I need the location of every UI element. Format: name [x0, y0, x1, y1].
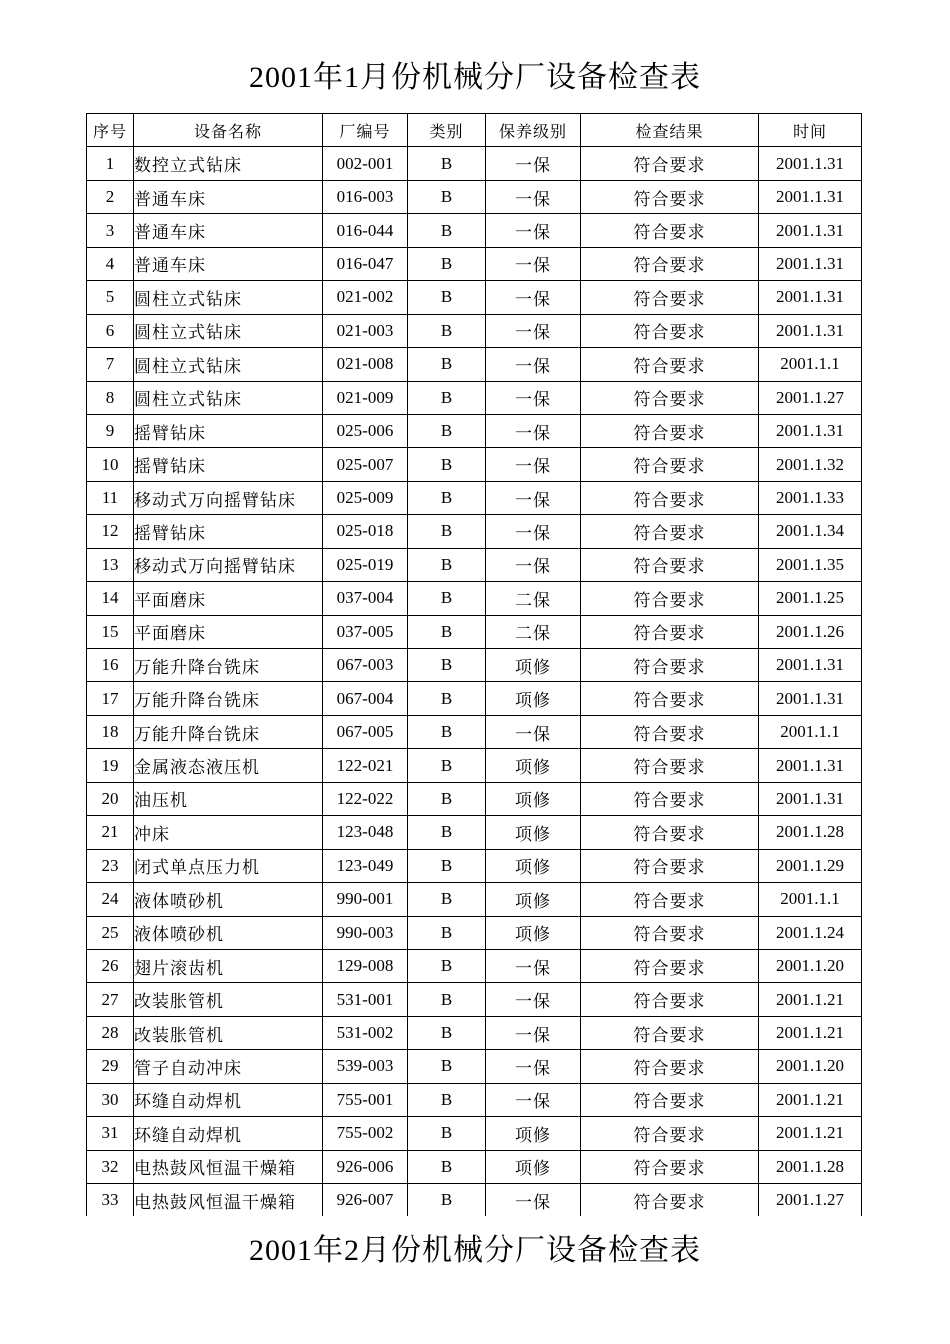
cell-time: 2001.1.31 [759, 214, 862, 247]
cell-time: 2001.1.33 [759, 481, 862, 514]
cell-category: B [408, 414, 486, 447]
cell-maintenance-level: 一保 [486, 1016, 581, 1049]
cell-category: B [408, 749, 486, 782]
cell-inspection-result: 符合要求 [581, 214, 759, 247]
cell-maintenance-level: 项修 [486, 849, 581, 882]
cell-serial-no: 25 [87, 916, 134, 949]
cell-maintenance-level: 项修 [486, 749, 581, 782]
cell-serial-no: 5 [87, 281, 134, 314]
cell-time: 2001.1.31 [759, 281, 862, 314]
cell-equipment-name: 万能升降台铣床 [134, 649, 323, 682]
cell-time: 2001.1.21 [759, 1016, 862, 1049]
cell-factory-no: 021-009 [323, 381, 408, 414]
cell-factory-no: 016-044 [323, 214, 408, 247]
cell-category: B [408, 1184, 486, 1217]
cell-inspection-result: 符合要求 [581, 1117, 759, 1150]
table-row [87, 1050, 862, 1083]
cell-equipment-name: 数控立式钻床 [134, 147, 323, 180]
cell-inspection-result: 符合要求 [581, 949, 759, 982]
cell-category: B [408, 582, 486, 615]
cell-time: 2001.1.28 [759, 816, 862, 849]
cell-time: 2001.1.28 [759, 1150, 862, 1183]
cell-maintenance-level: 一保 [486, 314, 581, 347]
cell-inspection-result: 符合要求 [581, 883, 759, 916]
table-row [87, 147, 862, 180]
cell-time: 2001.1.20 [759, 1050, 862, 1083]
cell-time: 2001.1.31 [759, 180, 862, 213]
cell-equipment-name: 平面磨床 [134, 582, 323, 615]
cell-time: 2001.1.31 [759, 782, 862, 815]
table-row [87, 214, 862, 247]
cell-category: B [408, 782, 486, 815]
table-row [87, 849, 862, 882]
cell-category: B [408, 816, 486, 849]
cell-factory-no: 025-018 [323, 515, 408, 548]
cell-serial-no: 8 [87, 381, 134, 414]
cell-factory-no: 002-001 [323, 147, 408, 180]
cell-inspection-result: 符合要求 [581, 1050, 759, 1083]
table-row [87, 649, 862, 682]
table-row [87, 1150, 862, 1183]
cell-inspection-result: 符合要求 [581, 983, 759, 1016]
cell-category: B [408, 949, 486, 982]
cell-maintenance-level: 一保 [486, 1050, 581, 1083]
cell-serial-no: 13 [87, 548, 134, 581]
cell-factory-no: 990-001 [323, 883, 408, 916]
cell-inspection-result: 符合要求 [581, 348, 759, 381]
cell-serial-no: 12 [87, 515, 134, 548]
cell-inspection-result: 符合要求 [581, 1083, 759, 1116]
cell-category: B [408, 1117, 486, 1150]
cell-inspection-result: 符合要求 [581, 281, 759, 314]
cell-maintenance-level: 一保 [486, 448, 581, 481]
cell-factory-no: 067-005 [323, 715, 408, 748]
cell-inspection-result: 符合要求 [581, 147, 759, 180]
cell-time: 2001.1.31 [759, 414, 862, 447]
cell-category: B [408, 348, 486, 381]
cell-factory-no: 123-048 [323, 816, 408, 849]
cell-time: 2001.1.1 [759, 883, 862, 916]
cell-maintenance-level: 一保 [486, 949, 581, 982]
header-serial-no: 序号 [87, 114, 134, 147]
cell-equipment-name: 环缝自动焊机 [134, 1083, 323, 1116]
cell-category: B [408, 448, 486, 481]
cell-maintenance-level: 一保 [486, 1184, 581, 1217]
cell-inspection-result: 符合要求 [581, 548, 759, 581]
cell-equipment-name: 摇臂钻床 [134, 448, 323, 481]
table-row [87, 481, 862, 514]
table-row [87, 1117, 862, 1150]
table-row [87, 582, 862, 615]
cell-time: 2001.1.27 [759, 1184, 862, 1217]
cell-serial-no: 16 [87, 649, 134, 682]
cell-category: B [408, 180, 486, 213]
cell-category: B [408, 849, 486, 882]
cell-factory-no: 067-004 [323, 682, 408, 715]
cell-inspection-result: 符合要求 [581, 715, 759, 748]
table-header-row [87, 114, 862, 147]
cell-factory-no: 025-009 [323, 481, 408, 514]
cell-inspection-result: 符合要求 [581, 314, 759, 347]
table-row [87, 883, 862, 916]
cell-serial-no: 11 [87, 481, 134, 514]
cell-category: B [408, 1083, 486, 1116]
cell-equipment-name: 油压机 [134, 782, 323, 815]
cell-serial-no: 9 [87, 414, 134, 447]
table-row [87, 782, 862, 815]
cell-time: 2001.1.20 [759, 949, 862, 982]
cell-serial-no: 23 [87, 849, 134, 882]
cell-maintenance-level: 一保 [486, 214, 581, 247]
cell-factory-no: 025-019 [323, 548, 408, 581]
cell-equipment-name: 万能升降台铣床 [134, 715, 323, 748]
cell-category: B [408, 1016, 486, 1049]
cell-serial-no: 33 [87, 1184, 134, 1217]
cell-factory-no: 122-022 [323, 782, 408, 815]
cell-time: 2001.1.32 [759, 448, 862, 481]
cell-serial-no: 30 [87, 1083, 134, 1116]
table-row [87, 1083, 862, 1116]
cell-inspection-result: 符合要求 [581, 916, 759, 949]
cell-maintenance-level: 一保 [486, 1083, 581, 1116]
cell-category: B [408, 214, 486, 247]
cell-maintenance-level: 一保 [486, 147, 581, 180]
cell-serial-no: 32 [87, 1150, 134, 1183]
cell-time: 2001.1.25 [759, 582, 862, 615]
table-row [87, 281, 862, 314]
cell-maintenance-level: 项修 [486, 916, 581, 949]
table-row [87, 916, 862, 949]
cell-inspection-result: 符合要求 [581, 448, 759, 481]
cell-factory-no: 926-007 [323, 1184, 408, 1217]
cell-serial-no: 7 [87, 348, 134, 381]
cell-time: 2001.1.29 [759, 849, 862, 882]
cell-time: 2001.1.34 [759, 515, 862, 548]
cell-maintenance-level: 二保 [486, 582, 581, 615]
table-row [87, 715, 862, 748]
cell-category: B [408, 147, 486, 180]
header-inspection-result: 检查结果 [581, 114, 759, 147]
cell-serial-no: 27 [87, 983, 134, 1016]
cell-category: B [408, 314, 486, 347]
cell-maintenance-level: 一保 [486, 548, 581, 581]
cell-serial-no: 14 [87, 582, 134, 615]
cell-inspection-result: 符合要求 [581, 615, 759, 648]
cell-equipment-name: 圆柱立式钻床 [134, 348, 323, 381]
cell-time: 2001.1.1 [759, 348, 862, 381]
cell-serial-no: 2 [87, 180, 134, 213]
cell-serial-no: 29 [87, 1050, 134, 1083]
cell-serial-no: 15 [87, 615, 134, 648]
table-row [87, 1016, 862, 1049]
table-row [87, 348, 862, 381]
cell-equipment-name: 翅片滚齿机 [134, 949, 323, 982]
cell-equipment-name: 普通车床 [134, 214, 323, 247]
cell-factory-no: 067-003 [323, 649, 408, 682]
cell-category: B [408, 515, 486, 548]
cell-factory-no: 755-002 [323, 1117, 408, 1150]
cell-maintenance-level: 项修 [486, 1150, 581, 1183]
cell-factory-no: 123-049 [323, 849, 408, 882]
table-row [87, 1184, 862, 1217]
cell-inspection-result: 符合要求 [581, 582, 759, 615]
cell-inspection-result: 符合要求 [581, 515, 759, 548]
cell-inspection-result: 符合要求 [581, 481, 759, 514]
cell-time: 2001.1.1 [759, 715, 862, 748]
cell-inspection-result: 符合要求 [581, 1184, 759, 1217]
cell-factory-no: 016-047 [323, 247, 408, 280]
cell-equipment-name: 普通车床 [134, 180, 323, 213]
cell-factory-no: 990-003 [323, 916, 408, 949]
cell-maintenance-level: 项修 [486, 816, 581, 849]
cell-time: 2001.1.31 [759, 314, 862, 347]
cell-factory-no: 016-003 [323, 180, 408, 213]
cell-factory-no: 037-005 [323, 615, 408, 648]
table-row [87, 548, 862, 581]
cell-equipment-name: 液体喷砂机 [134, 916, 323, 949]
cell-serial-no: 1 [87, 147, 134, 180]
table-row [87, 247, 862, 280]
cell-equipment-name: 摇臂钻床 [134, 515, 323, 548]
cell-equipment-name: 圆柱立式钻床 [134, 281, 323, 314]
cell-equipment-name: 电热鼓风恒温干燥箱 [134, 1184, 323, 1217]
cell-inspection-result: 符合要求 [581, 1016, 759, 1049]
cell-inspection-result: 符合要求 [581, 749, 759, 782]
cell-time: 2001.1.21 [759, 1083, 862, 1116]
cell-category: B [408, 983, 486, 1016]
cell-inspection-result: 符合要求 [581, 247, 759, 280]
cell-factory-no: 755-001 [323, 1083, 408, 1116]
cell-factory-no: 531-001 [323, 983, 408, 1016]
table-row [87, 515, 862, 548]
cell-factory-no: 037-004 [323, 582, 408, 615]
cell-equipment-name: 闭式单点压力机 [134, 849, 323, 882]
cell-category: B [408, 715, 486, 748]
header-time: 时间 [759, 114, 862, 147]
cell-maintenance-level: 项修 [486, 1117, 581, 1150]
cell-serial-no: 31 [87, 1117, 134, 1150]
header-maintenance-level: 保养级别 [486, 114, 581, 147]
cell-serial-no: 17 [87, 682, 134, 715]
cell-serial-no: 19 [87, 749, 134, 782]
cell-equipment-name: 移动式万向摇臂钻床 [134, 548, 323, 581]
cell-inspection-result: 符合要求 [581, 782, 759, 815]
equipment-inspection-table [86, 113, 862, 1216]
cell-maintenance-level: 一保 [486, 715, 581, 748]
cell-maintenance-level: 项修 [486, 883, 581, 916]
cell-factory-no: 531-002 [323, 1016, 408, 1049]
table-row [87, 414, 862, 447]
table-row [87, 816, 862, 849]
cell-serial-no: 18 [87, 715, 134, 748]
cell-equipment-name: 液体喷砂机 [134, 883, 323, 916]
cell-inspection-result: 符合要求 [581, 180, 759, 213]
cell-equipment-name: 冲床 [134, 816, 323, 849]
cell-factory-no: 539-003 [323, 1050, 408, 1083]
cell-category: B [408, 381, 486, 414]
cell-time: 2001.1.31 [759, 749, 862, 782]
cell-category: B [408, 883, 486, 916]
cell-serial-no: 10 [87, 448, 134, 481]
cell-maintenance-level: 项修 [486, 682, 581, 715]
cell-maintenance-level: 一保 [486, 247, 581, 280]
cell-time: 2001.1.26 [759, 615, 862, 648]
page-title-february: 2001年2月份机械分厂设备检查表 [249, 1234, 701, 1267]
cell-equipment-name: 普通车床 [134, 247, 323, 280]
table-row [87, 314, 862, 347]
cell-factory-no: 021-003 [323, 314, 408, 347]
cell-serial-no: 3 [87, 214, 134, 247]
cell-time: 2001.1.31 [759, 147, 862, 180]
cell-category: B [408, 281, 486, 314]
cell-serial-no: 4 [87, 247, 134, 280]
table-row [87, 180, 862, 213]
cell-equipment-name: 金属液态液压机 [134, 749, 323, 782]
cell-time: 2001.1.21 [759, 983, 862, 1016]
cell-maintenance-level: 一保 [486, 481, 581, 514]
cell-serial-no: 24 [87, 883, 134, 916]
cell-serial-no: 20 [87, 782, 134, 815]
cell-serial-no: 21 [87, 816, 134, 849]
cell-maintenance-level: 一保 [486, 180, 581, 213]
cell-maintenance-level: 一保 [486, 381, 581, 414]
cell-equipment-name: 环缝自动焊机 [134, 1117, 323, 1150]
cell-inspection-result: 符合要求 [581, 849, 759, 882]
cell-time: 2001.1.35 [759, 548, 862, 581]
cell-category: B [408, 649, 486, 682]
cell-factory-no: 025-006 [323, 414, 408, 447]
cell-serial-no: 28 [87, 1016, 134, 1049]
table-row [87, 749, 862, 782]
table-row [87, 448, 862, 481]
cell-time: 2001.1.31 [759, 682, 862, 715]
cell-maintenance-level: 一保 [486, 515, 581, 548]
cell-time: 2001.1.24 [759, 916, 862, 949]
cell-factory-no: 926-006 [323, 1150, 408, 1183]
cell-maintenance-level: 一保 [486, 983, 581, 1016]
cell-factory-no: 021-002 [323, 281, 408, 314]
cell-equipment-name: 移动式万向摇臂钻床 [134, 481, 323, 514]
cell-inspection-result: 符合要求 [581, 1150, 759, 1183]
cell-inspection-result: 符合要求 [581, 414, 759, 447]
table-row [87, 381, 862, 414]
cell-maintenance-level: 一保 [486, 348, 581, 381]
cell-equipment-name: 管子自动冲床 [134, 1050, 323, 1083]
cell-equipment-name: 改装胀管机 [134, 983, 323, 1016]
cell-factory-no: 122-021 [323, 749, 408, 782]
cell-maintenance-level: 项修 [486, 782, 581, 815]
cell-time: 2001.1.31 [759, 247, 862, 280]
page-title-january: 2001年1月份机械分厂设备检查表 [249, 61, 701, 94]
table-row [87, 682, 862, 715]
cell-inspection-result: 符合要求 [581, 649, 759, 682]
cell-equipment-name: 万能升降台铣床 [134, 682, 323, 715]
cell-equipment-name: 圆柱立式钻床 [134, 314, 323, 347]
cell-factory-no: 021-008 [323, 348, 408, 381]
cell-equipment-name: 改装胀管机 [134, 1016, 323, 1049]
cell-category: B [408, 1050, 486, 1083]
header-category: 类别 [408, 114, 486, 147]
cell-equipment-name: 摇臂钻床 [134, 414, 323, 447]
cell-maintenance-level: 一保 [486, 281, 581, 314]
cell-serial-no: 26 [87, 949, 134, 982]
table-row [87, 615, 862, 648]
cell-maintenance-level: 一保 [486, 414, 581, 447]
cell-serial-no: 6 [87, 314, 134, 347]
cell-inspection-result: 符合要求 [581, 381, 759, 414]
cell-factory-no: 129-008 [323, 949, 408, 982]
cell-factory-no: 025-007 [323, 448, 408, 481]
cell-category: B [408, 548, 486, 581]
cell-equipment-name: 圆柱立式钻床 [134, 381, 323, 414]
header-factory-no: 厂编号 [323, 114, 408, 147]
table-row [87, 949, 862, 982]
cell-inspection-result: 符合要求 [581, 816, 759, 849]
cell-category: B [408, 615, 486, 648]
cell-time: 2001.1.27 [759, 381, 862, 414]
cell-maintenance-level: 项修 [486, 649, 581, 682]
cell-equipment-name: 电热鼓风恒温干燥箱 [134, 1150, 323, 1183]
cell-equipment-name: 平面磨床 [134, 615, 323, 648]
cell-category: B [408, 682, 486, 715]
cell-maintenance-level: 二保 [486, 615, 581, 648]
cell-time: 2001.1.31 [759, 649, 862, 682]
header-equipment-name: 设备名称 [134, 114, 323, 147]
cell-category: B [408, 1150, 486, 1183]
cell-category: B [408, 916, 486, 949]
cell-inspection-result: 符合要求 [581, 682, 759, 715]
cell-category: B [408, 481, 486, 514]
cell-category: B [408, 247, 486, 280]
table-row [87, 983, 862, 1016]
cell-time: 2001.1.21 [759, 1117, 862, 1150]
